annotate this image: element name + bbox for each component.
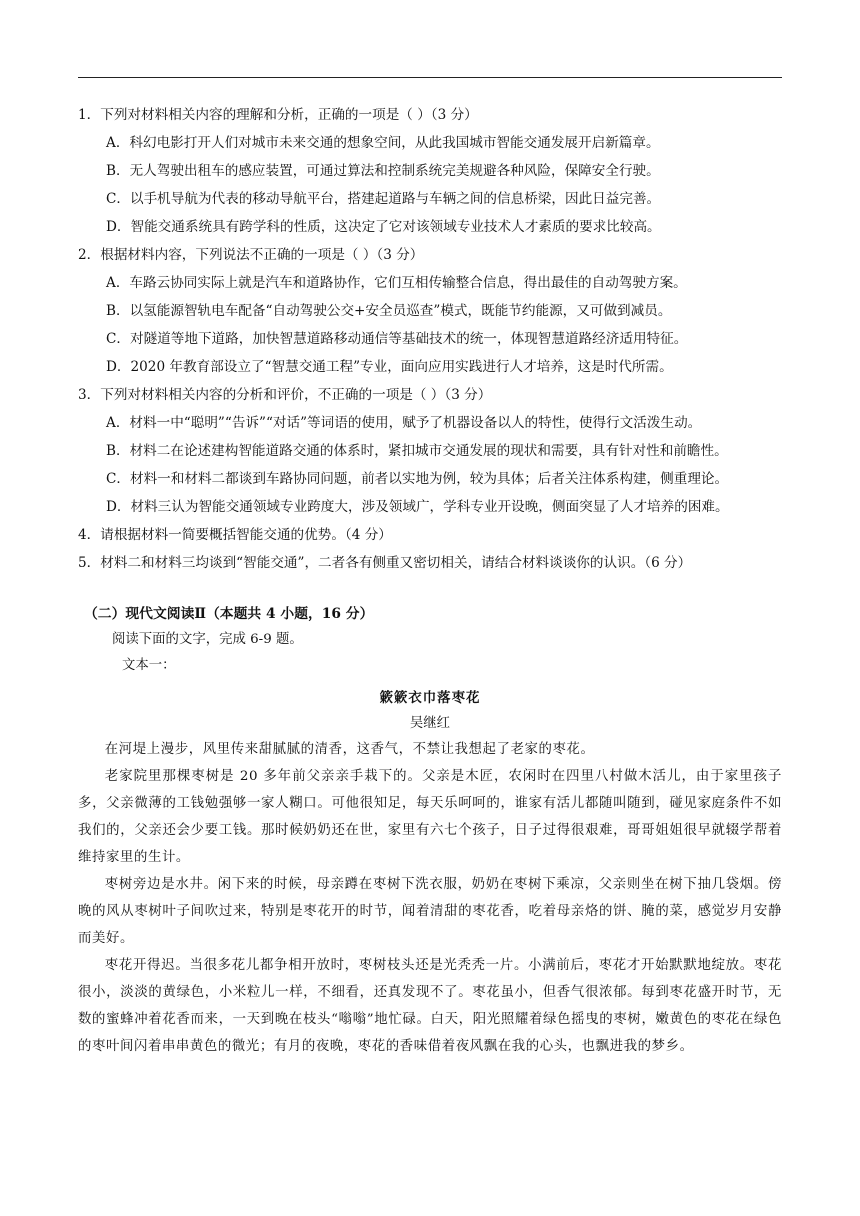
- question-1-option-c: C．以手机导航为代表的移动导航平台，搭建起道路与车辆之间的信息桥梁，因此日益完善。: [106, 191, 661, 207]
- question-5-stem: 5．材料二和材料三均谈到“智能交通”，二者各有侧重又密切相关，请结合材料谈谈你的认识。（6 分）: [78, 555, 692, 571]
- article-paragraph: 老家院里那棵枣树是 20 多年前父亲亲手栽下的。父亲是木匠，农闲时在四里八村做木活儿，由于家里孩子多，父亲微薄的工钱勉强够一家人糊口。可他很知足，每天乐呵呵的，谁家有活儿都随叫随到，碰见家庭条件不如我们的，父亲还会少要工钱。那时候奶奶还在世，家里有六七个孩子，日子过得很艰难，哥哥姐姐很早就辍学帮着维持家里的生计。: [78, 769, 782, 865]
- section-instruction: 阅读下面的文字，完成 6-9 题。: [112, 632, 303, 647]
- question-1-option-a: A．科幻电影打开人们对城市未来交通的想象空间，从此我国城市智能交通发展开启新篇章。: [106, 135, 660, 151]
- question-2-stem: 2．根据材料内容，下列说法不正确的一项是（ ）（3 分）: [78, 247, 424, 263]
- article-paragraph: 枣树旁边是水井。闲下来的时候，母亲蹲在枣树下洗衣服，奶奶在枣树下乘凉，父亲则坐在树下抽几袋烟。傍晚的风从枣树叶子间吹过来，特别是枣花开的时节，闻着清甜的枣花香，吃着母亲烙的饼、腌的菜，感觉岁月安静而美好。: [78, 877, 782, 946]
- question-3-option-d: D．材料三认为智能交通领域专业跨度大，涉及领域广，学科专业开设晚，侧面突显了人才培养的困难。: [106, 499, 729, 515]
- question-1-option-b: B．无人驾驶出租车的感应装置，可通过算法和控制系统完美规避各种风险，保障安全行驶。: [106, 163, 660, 179]
- question-3-option-c: C．材料一和材料二都谈到车路协同问题，前者以实地为例，较为具体；后者关注体系构建，侧重理论。: [106, 471, 729, 487]
- question-list: [78, 101, 798, 577]
- question-2-option-a: A．车路云协同实际上就是汽车和道路协作，它们互相传输整合信息，得出最佳的自动驾驶方案。: [106, 275, 687, 291]
- question-2-option-c: C．对隧道等地下道路，加快智慧道路移动通信等基础技术的统一，体现智慧道路经济适用特征。: [106, 331, 688, 347]
- header-rule: [78, 77, 782, 78]
- article-paragraph: 在河堤上漫步，风里传来甜腻腻的清香，这香气，不禁让我想起了老家的枣花。: [104, 742, 595, 757]
- question-2-option-d: D．2020 年教育部设立了“智慧交通工程”专业，面向应用实践进行人才培养，这是时代所需。: [106, 359, 673, 375]
- question-3-stem: 3．下列对材料相关内容的分析和评价，不正确的一项是（ ）（3 分）: [78, 387, 492, 403]
- question-4-stem: 4．请根据材料一简要概括智能交通的优势。（4 分）: [78, 527, 392, 543]
- text-label: 文本一：: [122, 658, 176, 673]
- section-header: [84, 601, 804, 679]
- article: [78, 684, 782, 1060]
- question-3-option-b: B．材料二在论述建构智能道路交通的体系时，紧扣城市交通发展的现状和需要，具有针对性和前瞻性。: [106, 443, 728, 459]
- question-3-option-a: A．材料一中“聪明”“告诉”“对话”等词语的使用，赋予了机器设备以人的特性，使得行文活泼生动。: [106, 415, 702, 431]
- article-paragraph: 枣花开得迟。当很多花儿都争相开放时，枣树枝头还是光秃秃一片。小满前后，枣花才开始默默地绽放。枣花很小，淡淡的黄绿色，小米粒儿一样，不细看，还真发现不了。枣花虽小，但香气很浓郁。每到枣花盛开时节，无数的蜜蜂冲着花香而来，一天到晚在枝头“嗡嗡”地忙碌。白天，阳光照耀着绿色摇曳的枣树，嫩黄色的枣花在绿色的枣叶间闪着串串黄色的微光；有月的夜晚，枣花的香味借着夜风飘在我的心头，也飘进我的梦乡。: [78, 958, 782, 1054]
- question-2-option-b: B．以氢能源智轨电车配备“自动驾驶公交+安全员巡查”模式，既能节约能源，又可做到减员。: [106, 303, 672, 319]
- question-1-stem: 1．下列对材料相关内容的理解和分析，正确的一项是（ ）（3 分）: [78, 107, 478, 123]
- section-title: （二）现代文阅读Ⅱ（本题共 4 小题，16 分）: [84, 606, 374, 622]
- article-title: 簌簌衣巾落枣花: [379, 690, 481, 706]
- article-author: 吴继红: [409, 716, 451, 731]
- question-1-option-d: D．智能交通系统具有跨学科的性质，这决定了它对该领域专业技术人才素质的要求比较高。: [106, 219, 661, 235]
